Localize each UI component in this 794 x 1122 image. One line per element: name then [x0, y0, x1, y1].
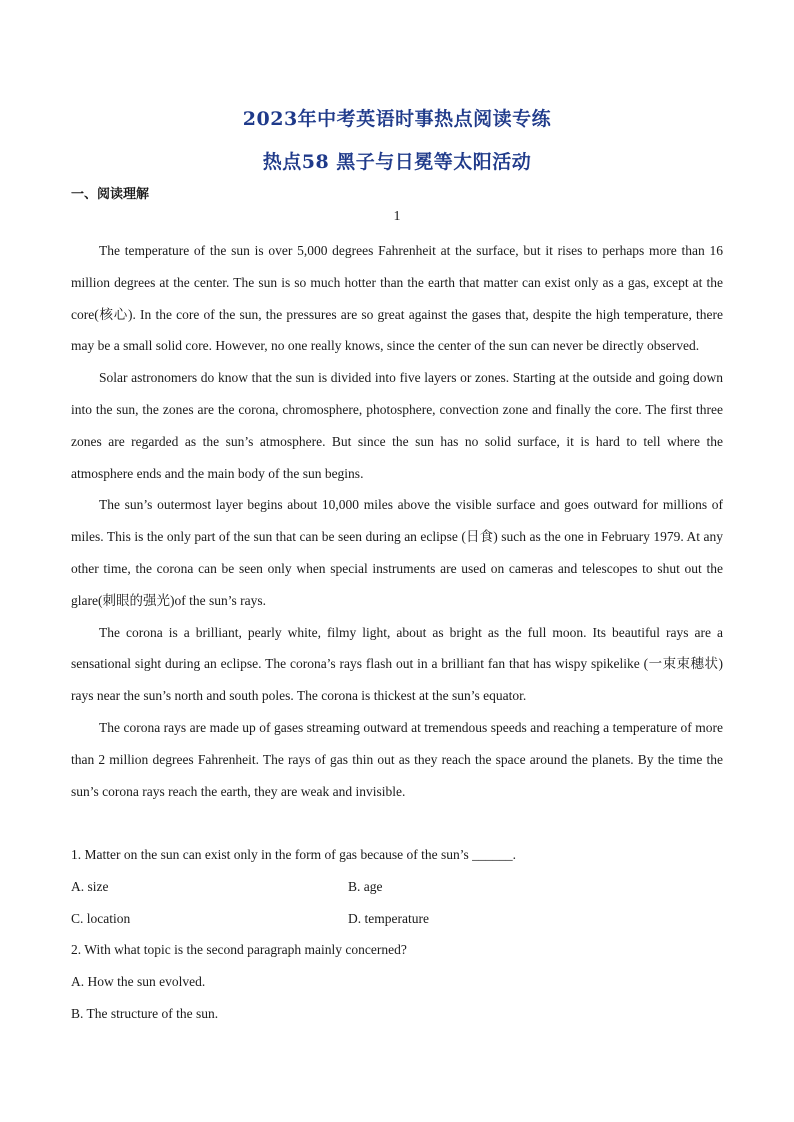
paragraph-4: The corona is a brilliant, pearly white, filmy light, about as bright as the full moon. Its beautiful rays are a sensational sight during an eclipse. The corona’s rays flash out in a brilliant fan that has wispy spikelike (一束束穗状) rays near the sun’s north and south poles. The corona is thickest at the sun’s equator.	[71, 624, 723, 704]
paragraph-3: The sun’s outermost layer begins about 10,000 miles above the visible surface and goes outward for millions of miles. This is the only part of the sun that can be seen during an eclipse (日食) such as the one in February 1979. At any other time, the corona can be seen only when special instruments are used on cameras and telescopes to shut out the glare(刺眼的强光)of the sun’s rays.	[71, 497, 723, 608]
paragraph-5: The corona rays are made up of gases streaming outward at tremendous speeds and reaching a temperature of more than 2 million degrees Fahrenheit. The rays of gas thin out as they reach the space around the planets. By the time the sun’s corona rays reach the earth, they are weak and invisible.	[71, 719, 723, 799]
question-2-option-a: A. How the sun evolved.	[71, 974, 206, 989]
question-1-option-b: B. age	[348, 879, 383, 894]
question-1-option-d: D. temperature	[348, 911, 429, 926]
question-1-stem: 1. Matter on the sun can exist only in the form of gas because of the sun’s ______.	[71, 847, 517, 862]
question-1-option-c: C. location	[71, 911, 131, 926]
paragraph-2: Solar astronomers do know that the sun is divided into five layers or zones. Starting at the outside and going down into the sun, the zones are the corona, chromosphere, photosphere, convection zone and finally the core. The first three zones are regarded as the sun’s atmosphere. But since the sun has no solid surface, it is hard to tell where the atmosphere ends and the main body of the sun begins.	[71, 370, 723, 481]
question-1-option-a: A. size	[71, 879, 109, 894]
passage-body	[71, 235, 723, 807]
paragraph-1: The temperature of the sun is over 5,000 degrees Fahrenheit at the surface, but it rises to perhaps more than 16 million degrees at the center. The sun is so much hotter than the earth that matter can exist only as a gas, except at the core(核心). In the core of the sun, the pressures are so great against the gases that, despite the high temperature, there may be a small solid core. However, no one really knows, since the center of the sun can never be directly observed.	[71, 243, 723, 354]
section-heading: 一、阅读理解	[71, 187, 150, 202]
passage-number: 1	[393, 209, 401, 224]
question-2-stem: 2. With what topic is the second paragraph mainly concerned?	[71, 942, 407, 957]
question-2-option-b: B. The structure of the sun.	[71, 1006, 219, 1021]
document-title: 2023年中考英语时事热点阅读专练	[242, 108, 552, 130]
document-subtitle: 热点58 黑子与日冕等太阳活动	[262, 151, 532, 173]
